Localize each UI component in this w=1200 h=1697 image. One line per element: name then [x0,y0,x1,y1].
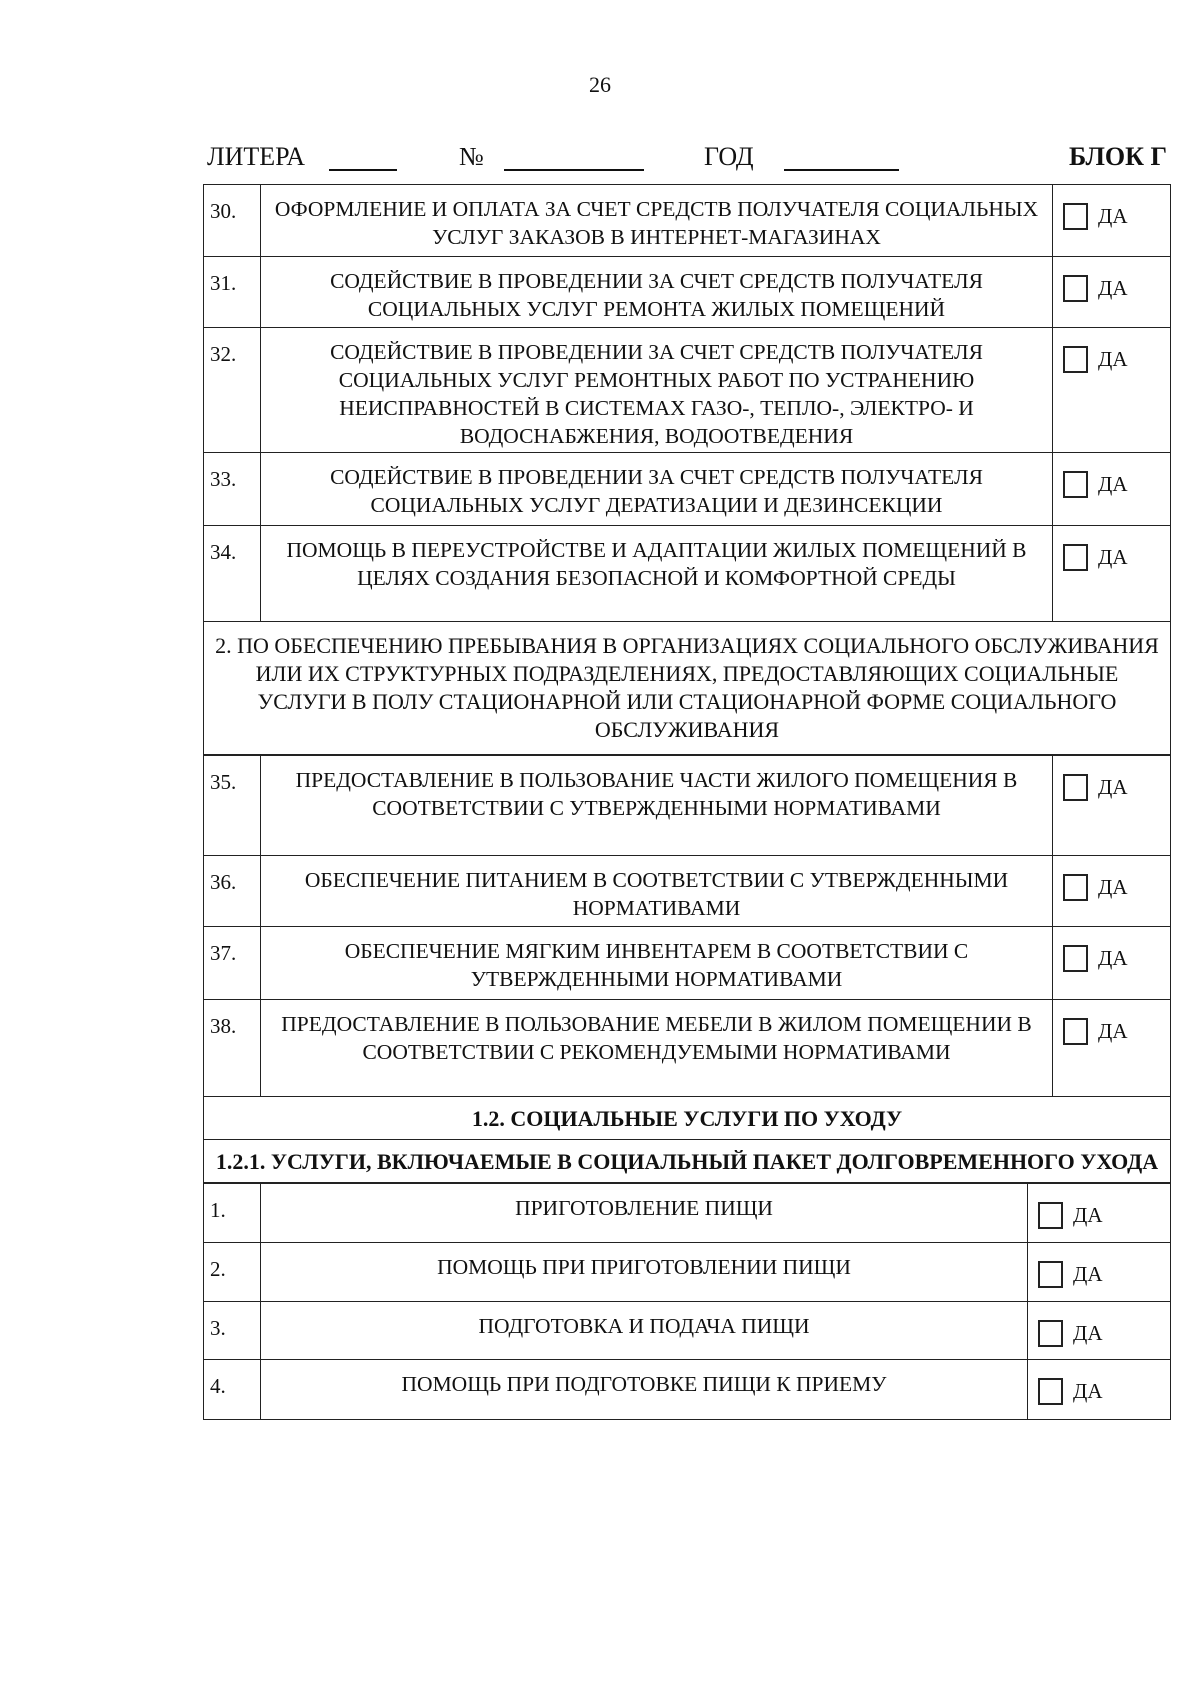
table-row [203,184,1171,257]
checkbox-square-icon[interactable] [1038,1378,1063,1405]
year-label: ГОД [704,142,754,171]
section-heading [203,1140,1171,1183]
checkbox-label: ДА [1073,1321,1103,1345]
year-field[interactable] [784,169,899,171]
page-number: 26 [589,72,611,97]
row-number: 38. [204,1000,261,1096]
table-row [203,328,1171,453]
section-2-title: 2. ПО ОБЕСПЕЧЕНИЮ ПРЕБЫВАНИЯ В ОРГАНИЗАЦИЯХ СОЦИАЛЬНОГО ОБСЛУЖИВАНИЯ ИЛИ ИХ СТРУКТУРНЫХ ПОДРАЗДЕЛЕНИЯХ, ПРЕДОСТАВЛЯЮЩИХ СОЦИАЛЬНЫЕ УСЛУГИ В ПОЛУ СТАЦИОНАРНОЙ ИЛИ СТАЦИОНАРНОЙ ФОРМЕ СОЦИАЛЬНОГО ОБСЛУЖИВАНИЯ [215,633,1159,742]
table-row [203,257,1171,328]
yes-checkbox[interactable] [1027,1243,1170,1301]
checkbox-square-icon[interactable] [1038,1202,1063,1229]
row-text: ПРИГОТОВЛЕНИЕ ПИЩИ [515,1196,773,1220]
yes-checkbox[interactable] [1052,257,1170,327]
row-text: СОДЕЙСТВИЕ В ПРОВЕДЕНИИ ЗА СЧЕТ СРЕДСТВ ПОЛУЧАТЕЛЯ СОЦИАЛЬНЫХ УСЛУГ РЕМОНТА ЖИЛЫХ ПОМЕЩЕНИЙ [330,269,983,321]
section-1-2-1-title: 1.2.1. УСЛУГИ, ВКЛЮЧАЕМЫЕ В СОЦИАЛЬНЫЙ ПАКЕТ ДОЛГОВРЕМЕННОГО УХОДА [215,1149,1159,1174]
checkbox-square-icon[interactable] [1038,1320,1063,1347]
row-number: 37. [204,927,261,999]
row-text: ОБЕСПЕЧЕНИЕ ПИТАНИЕМ В СООТВЕТСТВИИ С УТВЕРЖДЕННЫМИ НОРМАТИВАМИ [304,868,1009,920]
row-number: 3. [204,1302,261,1359]
row-number: 2. [204,1243,261,1301]
yes-checkbox[interactable] [1027,1184,1170,1242]
checkbox-label: ДА [1098,946,1128,970]
row-number: 36. [204,856,261,926]
yes-checkbox[interactable] [1052,526,1170,621]
section-heading [203,1097,1171,1140]
yes-checkbox[interactable] [1052,756,1170,855]
checkbox-square-icon[interactable] [1063,203,1088,230]
checkbox-label: ДА [1098,472,1128,496]
yes-checkbox[interactable] [1027,1302,1170,1359]
table-row [203,1183,1171,1243]
checkbox-label: ДА [1098,545,1128,569]
checkbox-label: ДА [1073,1262,1103,1286]
checkbox-square-icon[interactable] [1063,874,1088,901]
yes-checkbox[interactable] [1052,1000,1170,1096]
checkbox-label: ДА [1073,1203,1103,1227]
row-text: ОБЕСПЕЧЕНИЕ МЯГКИМ ИНВЕНТАРЕМ В СООТВЕТСТВИИ С УТВЕРЖДЕННЫМИ НОРМАТИВАМИ [344,939,969,991]
row-number: 35. [204,756,261,855]
row-text: СОДЕЙСТВИЕ В ПРОВЕДЕНИИ ЗА СЧЕТ СРЕДСТВ ПОЛУЧАТЕЛЯ СОЦИАЛЬНЫХ УСЛУГ РЕМОНТНЫХ РАБОТ ПО УСТРАНЕНИЮ НЕИСПРАВНОСТЕЙ В СИСТЕМАХ ГАЗО-, ТЕПЛО-, ЭЛЕКТРО- И ВОДОСНАБЖЕНИЯ, ВОДООТВЕДЕНИЯ [330,340,983,448]
table-row [203,453,1171,526]
checkbox-square-icon[interactable] [1063,471,1088,498]
yes-checkbox[interactable] [1052,927,1170,999]
section-heading [203,622,1171,755]
litera-field[interactable] [329,169,397,171]
checkbox-square-icon[interactable] [1063,275,1088,302]
row-number: 30. [204,185,261,256]
row-number: 32. [204,328,261,452]
row-text: ПОМОЩЬ ПРИ ПРИГОТОВЛЕНИИ ПИЩИ [437,1255,851,1279]
yes-checkbox[interactable] [1052,328,1170,452]
row-number: 33. [204,453,261,525]
table-row [203,1302,1171,1360]
checkbox-label: ДА [1098,775,1128,799]
checkbox-label: ДА [1098,347,1128,371]
row-text: ПРЕДОСТАВЛЕНИЕ В ПОЛЬЗОВАНИЕ ЧАСТИ ЖИЛОГО ПОМЕЩЕНИЯ В СООТВЕТСТВИИ С УТВЕРЖДЕННЫМИ НОРМАТИВАМИ [295,768,1018,820]
number-field[interactable] [504,169,644,171]
yes-checkbox[interactable] [1052,856,1170,926]
checkbox-square-icon[interactable] [1063,346,1088,373]
table-row [203,856,1171,927]
checkbox-square-icon[interactable] [1063,544,1088,571]
yes-checkbox[interactable] [1052,453,1170,525]
row-number: 4. [204,1360,261,1419]
row-text: СОДЕЙСТВИЕ В ПРОВЕДЕНИИ ЗА СЧЕТ СРЕДСТВ ПОЛУЧАТЕЛЯ СОЦИАЛЬНЫХ УСЛУГ ДЕРАТИЗАЦИИ И ДЕЗИНСЕКЦИИ [330,465,983,517]
row-number: 31. [204,257,261,327]
checkbox-label: ДА [1098,1019,1128,1043]
number-label: № [459,142,484,171]
row-number: 1. [204,1184,261,1242]
table-row [203,1360,1171,1420]
checkbox-label: ДА [1098,204,1128,228]
row-number: 34. [204,526,261,621]
table-row [203,927,1171,1000]
row-text: ОФОРМЛЕНИЕ И ОПЛАТА ЗА СЧЕТ СРЕДСТВ ПОЛУЧАТЕЛЯ СОЦИАЛЬНЫХ УСЛУГ ЗАКАЗОВ В ИНТЕРНЕТ-МАГАЗИНАХ [274,197,1039,249]
form-header [207,142,1167,178]
table-row [203,526,1171,622]
block-label: БЛОК Г [1068,142,1167,171]
checkbox-square-icon[interactable] [1063,774,1088,801]
checkbox-label: ДА [1073,1379,1103,1403]
checkbox-square-icon[interactable] [1063,945,1088,972]
table-row [203,755,1171,856]
checkbox-square-icon[interactable] [1038,1261,1063,1288]
checkbox-square-icon[interactable] [1063,1018,1088,1045]
table-row [203,1243,1171,1302]
checkbox-label: ДА [1098,875,1128,899]
table-row [203,1000,1171,1097]
row-text: ПОМОЩЬ ПРИ ПОДГОТОВКЕ ПИЩИ К ПРИЕМУ [401,1372,887,1396]
yes-checkbox[interactable] [1052,185,1170,256]
row-text: ПРЕДОСТАВЛЕНИЕ В ПОЛЬЗОВАНИЕ МЕБЕЛИ В ЖИЛОМ ПОМЕЩЕНИИ В СООТВЕТСТВИИ С РЕКОМЕНДУЕМЫМИ НОРМАТИВАМИ [281,1012,1032,1064]
row-text: ПОДГОТОВКА И ПОДАЧА ПИЩИ [478,1314,810,1338]
litera-label: ЛИТЕРА [207,142,306,171]
section-1-2-title: 1.2. СОЦИАЛЬНЫЕ УСЛУГИ ПО УХОДУ [471,1106,903,1131]
services-table [203,184,1171,1420]
yes-checkbox[interactable] [1027,1360,1170,1419]
checkbox-label: ДА [1098,276,1128,300]
row-text: ПОМОЩЬ В ПЕРЕУСТРОЙСТВЕ И АДАПТАЦИИ ЖИЛЫХ ПОМЕЩЕНИЙ В ЦЕЛЯХ СОЗДАНИЯ БЕЗОПАСНОЙ И КОМФОРТНОЙ СРЕДЫ [286,538,1027,590]
